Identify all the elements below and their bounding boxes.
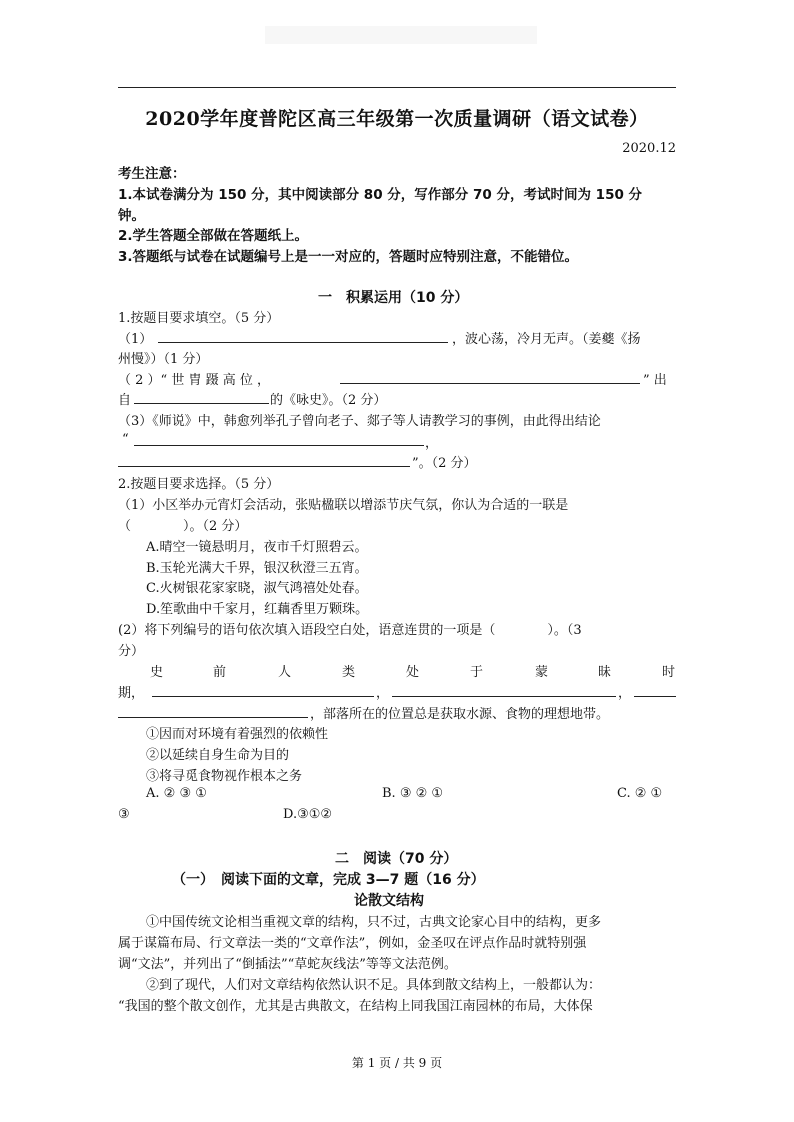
section2-title: 二 阅读（70 分）	[335, 851, 458, 867]
statement-2: ②以延续自身生命为目的	[146, 748, 290, 763]
article-title: 论散文结构	[354, 893, 424, 909]
passage-char: 蒙	[535, 665, 549, 680]
q1-1-end: ，波心荡，冷月无声。（姜夔《扬	[452, 332, 641, 347]
q1-2-start: （ 2 ）“ 世 胄 蹑 高 位 ，	[118, 373, 270, 388]
q2-2-blank-2[interactable]	[392, 696, 616, 697]
q2-1-line1: （1）小区举办元宵灯会活动，张贴楹联以增添节庆气氛，你认为合适的一联是	[118, 498, 569, 513]
q1-3-end: ”。（2 分）	[412, 456, 477, 471]
q2-2-blank-3b[interactable]	[118, 717, 308, 718]
article-p1-line1: ①中国传统文论相当重视文章的结构，只不过，古典文论家心目中的结构，更多	[146, 915, 602, 930]
q2-1-option-c: C.火树银花家家晓，淑气鸿禧处处春。	[146, 581, 368, 596]
q1-3-comma: ，	[425, 436, 439, 451]
q1-3-blank-1[interactable]	[134, 445, 424, 446]
article-p1-line3: 调“文法”，并列出了“倒插法”“草蛇灰线法”等等文法范例。	[118, 957, 457, 972]
q1-3-quote: “	[122, 432, 129, 447]
q2-2-comma-2: ，	[618, 686, 632, 701]
notice-item-2: 2.学生答题全部做在答题纸上。	[118, 228, 309, 244]
notice-item-3: 3.答题纸与试卷在试题编号上是一一对应的，答题时应特别注意，不能错位。	[118, 249, 579, 265]
q2-1-option-b: B.玉轮光满大千界，银汉秋澄三五宵。	[146, 561, 368, 576]
answer-d: D.③①②	[283, 807, 333, 822]
answer-c: C. ② ①	[617, 786, 663, 801]
q2-2-passage-start: 期，	[118, 686, 145, 701]
passage-char: 类	[342, 665, 356, 680]
q1-2-end: ” 出	[643, 373, 667, 388]
answer-a: A. ② ③ ①	[146, 786, 207, 801]
notice-heading: 考生注意：	[118, 166, 186, 182]
q2-heading: 2.按题目要求选择。（5 分）	[118, 477, 280, 492]
passage-char: 前	[213, 665, 227, 680]
answer-b: B. ③ ② ①	[382, 786, 444, 801]
page-footer: 第 1 页 / 共 9 页	[351, 1056, 443, 1070]
q2-1-option-a: A.晴空一镜悬明月，夜市千灯照碧云。	[146, 540, 368, 555]
passage-char: 于	[470, 665, 484, 680]
header-bar	[265, 26, 537, 44]
section1-title: 一 积累运用（10 分）	[318, 290, 469, 306]
exam-date: 2020.12	[622, 141, 676, 156]
q1-3: （3）《师说》中，韩愈列举孔子曾向老子、郯子等人请教学习的事例，由此得出结论	[118, 414, 601, 429]
page-title: 2020学年度普陀区高三年级第一次质量调研（语文试卷）	[145, 108, 649, 130]
statement-3: ③将寻觅食物视作根本之务	[146, 769, 303, 784]
article-p1-line2: 属于谋篇布局、行文章法一类的“文章作法”，例如，金圣叹在评点作品时就特别强	[118, 936, 587, 951]
q1-2-author-blank[interactable]	[134, 403, 269, 404]
q2-2-blank-3a[interactable]	[634, 696, 676, 697]
article-p2-line2: “我国的整个散文创作，尤其是古典散文，在结构上同我国江南园林的布局，大体保	[118, 999, 593, 1014]
statement-1: ①因而对环境有着强烈的依赖性	[146, 727, 329, 742]
q2-2-blank-1[interactable]	[152, 696, 374, 697]
notice-item-1-cont: 钟。	[118, 208, 145, 224]
passage-char: 史	[150, 665, 164, 680]
q2-1-option-d: D.笙歌曲中千家月，红藕香里万颗珠。	[146, 602, 369, 617]
passage-char: 时	[662, 665, 676, 680]
q1-3-blank-2[interactable]	[118, 466, 410, 467]
q2-2-line1: (2）将下列编号的语句依次填入语段空白处，语意连贯的一项是（ ）。（3	[118, 623, 582, 638]
q1-1-blank[interactable]	[158, 342, 448, 343]
answer-c-cont: ③	[118, 807, 130, 822]
section2-subtitle: （一） 阅读下面的文章，完成 3—7 题（16 分）	[172, 872, 485, 888]
q2-2-line2: 分）	[118, 644, 145, 659]
article-p2-line1: ②到了现代，人们对文章结构依然认识不足。具体到散文结构上，一般都认为：	[146, 978, 602, 993]
passage-char: 处	[406, 665, 420, 680]
q2-2-comma-1: ，	[376, 686, 390, 701]
q1-heading: 1.按题目要求填空。（5 分）	[118, 311, 280, 326]
q1-2-blank[interactable]	[340, 383, 640, 384]
q1-2-line2b: 的《咏史》。（2 分）	[270, 393, 387, 408]
header-rule	[118, 87, 676, 88]
passage-char: 昧	[598, 665, 612, 680]
passage-char: 人	[278, 665, 292, 680]
q1-2-line2a: 自	[118, 393, 132, 408]
q1-1-start: （1）	[118, 332, 153, 347]
q1-1-line2: 州慢》）（1 分）	[118, 352, 209, 367]
notice-item-1: 1.本试卷满分为 150 分，其中阅读部分 80 分，写作部分 70 分，考试时间为 150 分	[118, 187, 643, 203]
q2-1-line2: （ ）。（2 分）	[118, 519, 248, 534]
q2-2-passage-end: ，部落所在的位置总是获取水源、食物的理想地带。	[310, 707, 610, 722]
